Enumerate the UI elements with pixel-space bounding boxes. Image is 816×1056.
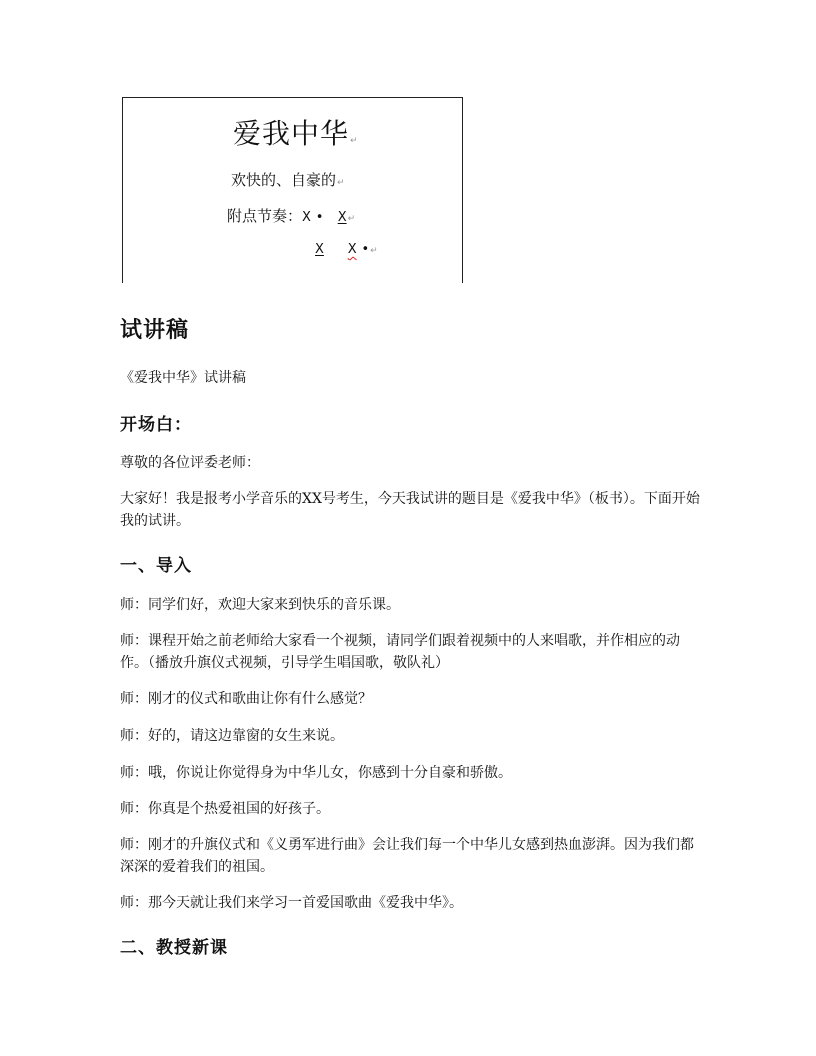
board-title-text: 爱我中华 — [233, 117, 350, 150]
board-mood — [231, 169, 345, 190]
board-mood-text: 欢快的、自豪的 — [231, 171, 337, 189]
section-1-paragraph: 师：同学们好，欢迎大家来到快乐的音乐课。 — [120, 597, 400, 613]
rhythm-note: X — [302, 210, 311, 225]
rhythm-dot: • — [361, 242, 370, 257]
blackboard-design-box — [122, 97, 463, 283]
opening-paragraph-2: 大家好！我是报考小学音乐的XX号考生，今天我试讲的题目是《爱我中华》（板书）。下面开始我的试讲。 — [120, 491, 700, 529]
rhythm-note-underlined: X — [337, 210, 347, 225]
section-1-paragraph: 师：哦，你说让你觉得身为中华儿女，你感到十分自豪和骄傲。 — [120, 765, 512, 781]
section-1-paragraph: 师：那今天就让我们来学习一首爱国歌曲《爱我中华》。 — [120, 895, 463, 911]
doc-subtitle: 《爱我中华》试讲稿 — [120, 370, 246, 386]
paragraph-mark-icon: ↵ — [350, 136, 359, 146]
doc-title: 试讲稿 — [120, 318, 190, 343]
section-1-paragraph: 师：刚才的仪式和歌曲让你有什么感觉？ — [120, 691, 372, 707]
opening-paragraph-1: 尊敬的各位评委老师： — [120, 455, 260, 471]
board-rhythm-line-2 — [315, 239, 378, 257]
paragraph-mark-icon: ↵ — [370, 246, 378, 256]
section-1-paragraph: 师：你真是个热爱祖国的好孩子。 — [120, 801, 330, 817]
rhythm-note-spellcheck: X — [347, 242, 357, 257]
opening-heading: 开场白： — [120, 415, 192, 435]
section-1-paragraph: 师：好的，请这边靠窗的女生来说。 — [120, 728, 344, 744]
paragraph-mark-icon: ↵ — [337, 178, 345, 188]
section-2-heading: 二、教授新课 — [120, 938, 228, 958]
rhythm-dot: • — [315, 210, 324, 225]
rhythm-label: 附点节奏： — [227, 207, 303, 225]
board-rhythm-line-1 — [227, 205, 355, 226]
paragraph-mark-icon: ↵ — [347, 214, 356, 224]
section-1-heading: 一、导入 — [120, 556, 192, 576]
section-1-paragraph: 师：课程开始之前老师给大家看一个视频，请同学们跟着视频中的人来唱歌，并作相应的动作。（播放升旗仪式视频，引导学生唱国歌，敬队礼） — [120, 633, 680, 671]
board-title — [233, 112, 359, 152]
section-1-paragraph: 师：刚才的升旗仪式和《义勇军进行曲》会让我们每一个中华儿女感到热血澎湃。因为我们都深深的爱着我们的祖国。 — [120, 837, 694, 875]
rhythm-note-underlined: X — [315, 242, 324, 257]
